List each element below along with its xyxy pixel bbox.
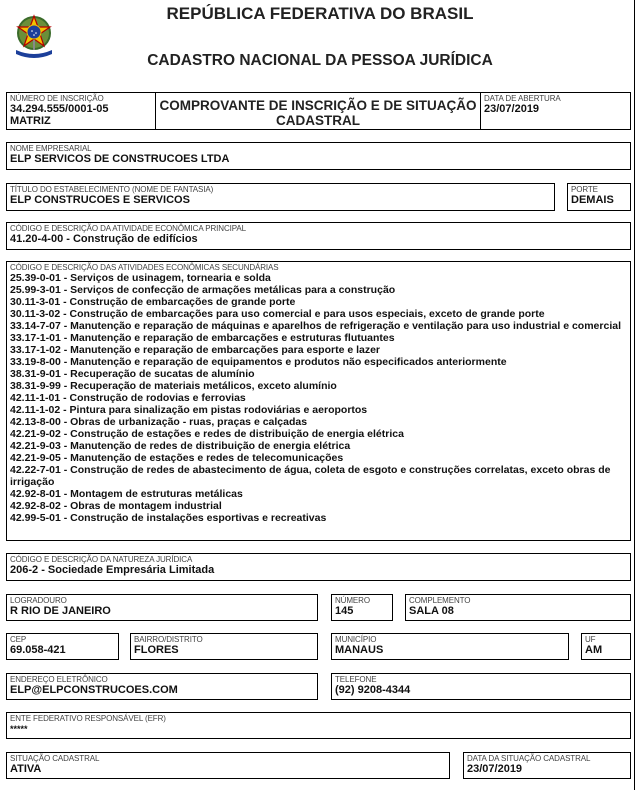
cep-value: 69.058-421 [10,644,66,656]
matriz-value: MATRIZ [10,115,51,127]
complemento-value: SALA 08 [409,605,454,617]
data-abertura-value: 23/07/2019 [484,103,540,115]
efr-label: ENTE FEDERATIVO RESPONSÁVEL (EFR) [10,714,166,723]
list-item: 38.31-9-99 - Recuperação de materiais metálicos, exceto alumínio [10,380,337,392]
atividades-secundarias-box [6,261,631,541]
uf-label: UF [585,635,596,644]
efr-box [6,712,631,739]
atividades-secundarias-list [7,272,630,524]
list-item: 30.11-3-01 - Construção de embarcações de grande porte [10,296,296,308]
list-item: 42.21-9-05 - Manutenção de estações e redes de telecomunicações [10,452,344,464]
coat-of-arms-icon [8,10,60,62]
numero-label: NÚMERO [335,596,370,605]
bairro-value: FLORES [134,644,179,656]
data-abertura-box [480,92,631,130]
porte-box [567,183,631,211]
list-item: 33.19-8-00 - Manutenção e reparação de equipamentos e produtos não especificados anteriormente [10,356,507,368]
header-subtitle: CADASTRO NACIONAL DA PESSOA JURÍDICA [147,52,493,69]
list-item: 33.17-1-01 - Manutenção e reparação de embarcações e estruturas flutuantes [10,332,395,344]
numero-value: 145 [335,605,354,617]
natureza-juridica-value: 206-2 - Sociedade Empresária Limitada [10,564,215,576]
list-item: 42.21-9-02 - Construção de estações e redes de distribuição de energia elétrica [10,428,404,440]
numero-inscricao-value: 34.294.555/0001-05 [10,103,109,115]
nome-fantasia-box [6,183,555,211]
list-item: 42.11-1-01 - Construção de rodovias e ferrovias [10,392,246,404]
efr-value: ***** [10,724,28,734]
numero-inscricao-box [6,92,156,130]
telefone-value: (92) 9208-4344 [335,684,411,696]
telefone-label: TELEFONE [335,675,377,684]
natureza-juridica-label: CÓDIGO E DESCRIÇÃO DA NATUREZA JURÍDICA [10,555,193,564]
list-item: 42.92-8-02 - Obras de montagem industrial [10,500,222,512]
header-title: REPÚBLICA FEDERATIVA DO BRASIL [166,4,474,23]
list-item: 33.14-7-07 - Manutenção e reparação de máquinas e aparelhos de refrigeração e ventilação para uso industrial e comercial [10,320,621,332]
list-item: 42.21-9-03 - Manutenção de redes de distribuição de energia elétrica [10,440,351,452]
list-item: 42.11-1-02 - Pintura para sinalização em pistas rodoviárias e aeroportos [10,404,368,416]
nome-fantasia-value: ELP CONSTRUCOES E SERVICOS [10,194,190,206]
nome-fantasia-label: TÍTULO DO ESTABELECIMENTO (NOME DE FANTASIA) [10,185,214,194]
porte-value: DEMAIS [571,194,614,206]
list-item: 42.13-8-00 - Obras de urbanização - ruas, praças e calçadas [10,416,308,428]
data-situacao-value: 23/07/2019 [467,763,523,775]
complemento-box [405,594,631,621]
list-item: 42.22-7-01 - Construção de redes de abastecimento de água, coleta de esgoto e construções correlatas, exceto obras de irrigação [10,464,611,488]
porte-label: PORTE [571,185,598,194]
logradouro-label: LOGRADOURO [10,596,67,605]
list-item: 42.99-5-01 - Construção de instalações esportivas e recreativas [10,512,327,524]
nome-empresarial-box [6,142,631,170]
bairro-box [130,633,318,660]
municipio-label: MUNICÍPIO [335,635,377,644]
list-item: 25.99-3-01 - Serviços de confecção de armações metálicas para a construção [10,284,396,296]
list-item: 33.17-1-02 - Manutenção e reparação de embarcações para esporte e lazer [10,344,381,356]
list-item: 30.11-3-02 - Construção de embarcações para uso comercial e para usos especiais, exceto de grande porte [10,308,545,320]
situacao-box [6,752,450,779]
list-item: 42.92-8-01 - Montagem de estruturas metálicas [10,488,243,500]
municipio-box [331,633,569,660]
document-title-box [155,92,481,130]
email-label: ENDEREÇO ELETRÔNICO [10,675,108,684]
list-item: 38.31-9-01 - Recuperação de sucatas de alumínio [10,368,255,380]
data-situacao-box [463,752,631,779]
atividade-principal-value: 41.20-4-00 - Construção de edifícios [10,233,198,245]
numero-inscricao-label: NÚMERO DE INSCRIÇÃO [10,94,104,103]
telefone-box [331,673,631,700]
email-value: ELP@ELPCONSTRUCOES.COM [10,684,178,696]
logradouro-box [6,594,318,621]
municipio-value: MANAUS [335,644,384,656]
logradouro-value: R RIO DE JANEIRO [10,605,111,617]
page-border [634,0,635,790]
situacao-value: ATIVA [10,763,42,775]
cep-label: CEP [10,635,27,644]
cep-box [6,633,119,660]
nome-empresarial-label: NOME EMPRESARIAL [10,144,92,153]
email-box [6,673,318,700]
document-title: COMPROVANTE DE INSCRIÇÃO E DE SITUAÇÃO CADASTRAL [159,98,477,128]
complemento-label: COMPLEMENTO [409,596,471,605]
data-situacao-label: DATA DA SITUAÇÃO CADASTRAL [467,754,591,763]
bairro-label: BAIRRO/DISTRITO [134,635,203,644]
nome-empresarial-value: ELP SERVICOS DE CONSTRUCOES LTDA [10,153,230,165]
atividades-secundarias-label: CÓDIGO E DESCRIÇÃO DAS ATIVIDADES ECONÔMICAS SECUNDÁRIAS [10,263,279,272]
atividade-principal-box [6,222,631,250]
uf-value: AM [585,644,603,656]
situacao-label: SITUAÇÃO CADASTRAL [10,754,100,763]
list-item: 25.39-0-01 - Serviços de usinagem, tornearia e solda [10,272,271,284]
data-abertura-label: DATA DE ABERTURA [484,94,561,103]
natureza-juridica-box [6,553,631,581]
atividade-principal-label: CÓDIGO E DESCRIÇÃO DA ATIVIDADE ECONÔMICA PRINCIPAL [10,224,246,233]
uf-box [581,633,631,660]
numero-box [331,594,393,621]
